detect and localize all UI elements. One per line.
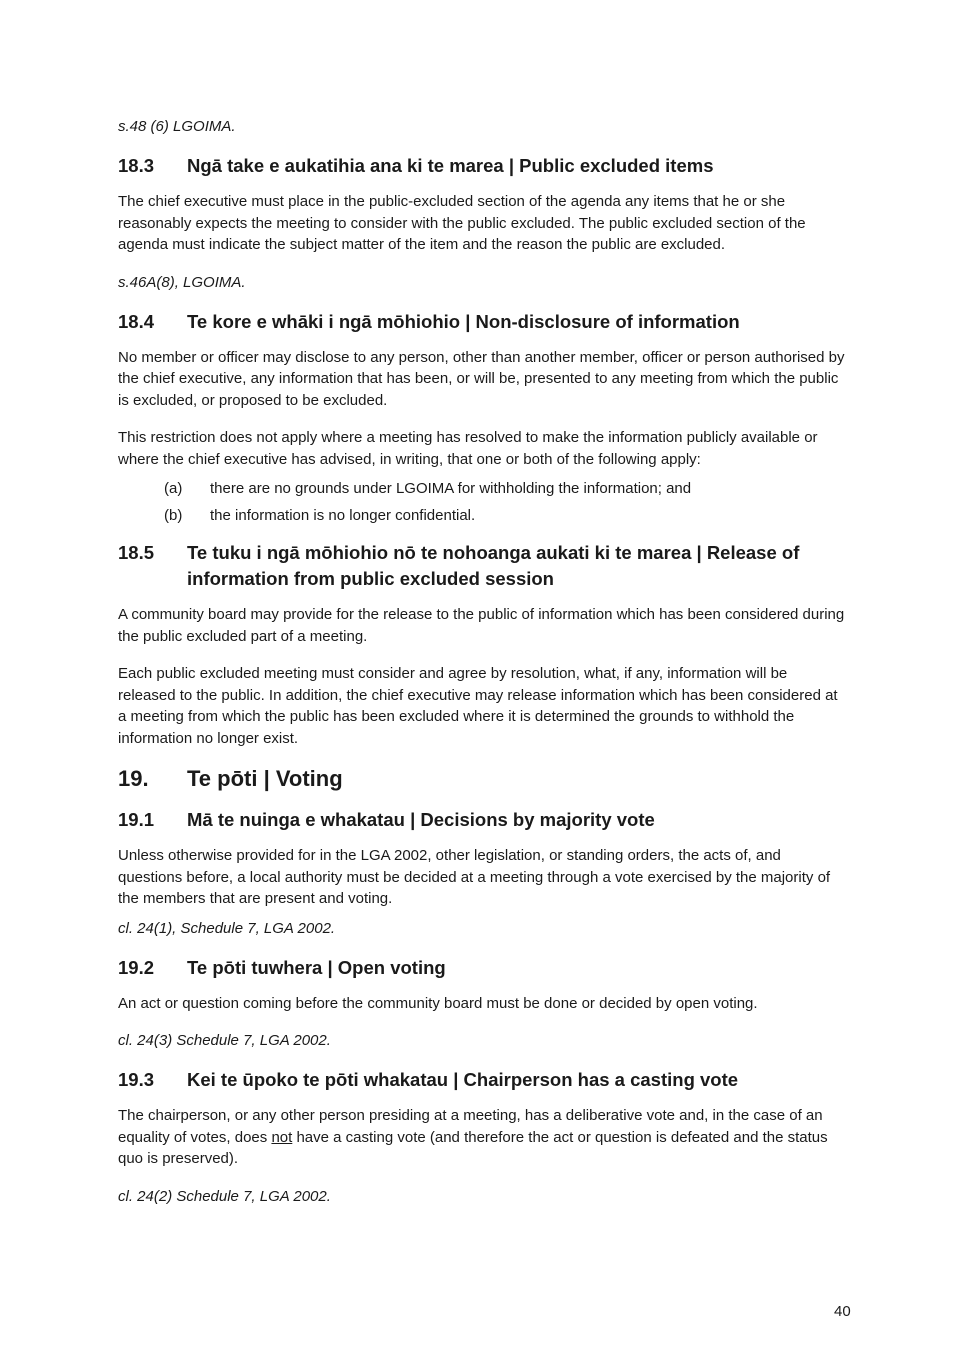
section-heading-18-4: [118, 309, 848, 335]
section-heading-18-5: [118, 540, 848, 592]
section-title: Kei te ūpoko te pōti whakatau | Chairperson has a casting vote: [187, 1069, 739, 1090]
section-title: Ngā take e aukatihia ana ki te marea | Public excluded items: [187, 155, 714, 176]
section-heading-19-3: [118, 1067, 848, 1093]
list-item: [118, 505, 848, 526]
list-item-label: (b): [164, 507, 183, 524]
list-item-label: (a): [164, 480, 183, 497]
citation: s.46A(8), LGOIMA.: [118, 273, 246, 291]
list-item: [118, 478, 848, 499]
section-number: 19.: [118, 766, 149, 791]
section-title: Te pōti tuwhera | Open voting: [187, 956, 446, 978]
section-number: 19.1: [118, 809, 155, 830]
paragraph: An act or question coming before the community board must be done or decided by open voting.: [118, 994, 758, 1012]
section-number: 19.2: [118, 956, 155, 978]
section-heading-18-3: [118, 153, 848, 179]
section-title: Te tuku i ngā mōhiohio nō te nohoanga aukati ki te marea | Release of information from public excluded session: [187, 542, 800, 589]
citation: cl. 24(1), Schedule 7, LGA 2002.: [118, 919, 336, 937]
paragraph-text: The chairperson, or any other person presiding at a meeting, has a deliberative vote and, in the case of an equality of votes, does: [118, 1107, 823, 1146]
paragraph: Unless otherwise provided for in the LGA 2002, other legislation, or standing orders, the acts of, and questions before, a local authority must be decided at a meeting through a vote exercised by the majority of the members that are present and voting.: [118, 847, 831, 907]
list-item-text: the information is no longer confidential.: [210, 507, 476, 524]
paragraph: No member or officer may disclose to any person, other than another member, officer or person authorised by the chief executive, any information that has been, or will be, presented to any meeting from which the public is excluded, or proposed to be excluded.: [118, 348, 845, 409]
condition-list: [118, 478, 848, 526]
section-title: Mā te nuinga e whakatau | Decisions by majority vote: [187, 809, 655, 830]
section-heading-19-1: [118, 807, 848, 833]
paragraph: A community board may provide for the release to the public of information which has been considered during the public excluded part of a meeting.: [118, 606, 845, 645]
underlined-word: not: [271, 1128, 293, 1146]
paragraph: Each public excluded meeting must consider and agree by resolution, what, if any, information will be released to the public. In addition, the chief executive may release information which has been considered at a meeting from which the public has been excluded where it is determined the grounds to withhold the information no longer exist.: [118, 665, 838, 747]
citation: cl. 24(3) Schedule 7, LGA 2002.: [118, 1032, 331, 1049]
paragraph-text: have a casting vote (and therefore the act or question is defeated and the status quo is preserved).: [118, 1128, 828, 1167]
page-number: 40: [834, 1303, 851, 1320]
list-item-text: there are no grounds under LGOIMA for withholding the information; and: [210, 480, 692, 497]
citation: cl. 24(2) Schedule 7, LGA 2002.: [118, 1187, 331, 1205]
page-content: [118, 116, 848, 1223]
section-number: 19.3: [118, 1069, 155, 1090]
paragraph: The chief executive must place in the public-excluded section of the agenda any items that he or she reasonably expects the meeting to consider with the public excluded. The public excluded section of the agenda must indicate the subject matter of the item and the reason the public are excluded.: [118, 193, 806, 253]
section-number: 18.4: [118, 310, 155, 332]
section-title: Te pōti | Voting: [187, 766, 343, 791]
section-heading-19-2: [118, 955, 848, 981]
paragraph: [118, 1105, 848, 1170]
section-number: 18.3: [118, 155, 155, 176]
section-heading-19: [118, 765, 848, 793]
paragraph: This restriction does not apply where a meeting has resolved to make the information publicly available or where the chief executive has advised, in writing, that one or both of the following apply:: [118, 429, 818, 468]
section-number: 18.5: [118, 542, 155, 563]
citation: s.48 (6) LGOIMA.: [118, 118, 236, 135]
section-title: Te kore e whāki i ngā mōhiohio | Non-disclosure of information: [187, 310, 740, 332]
